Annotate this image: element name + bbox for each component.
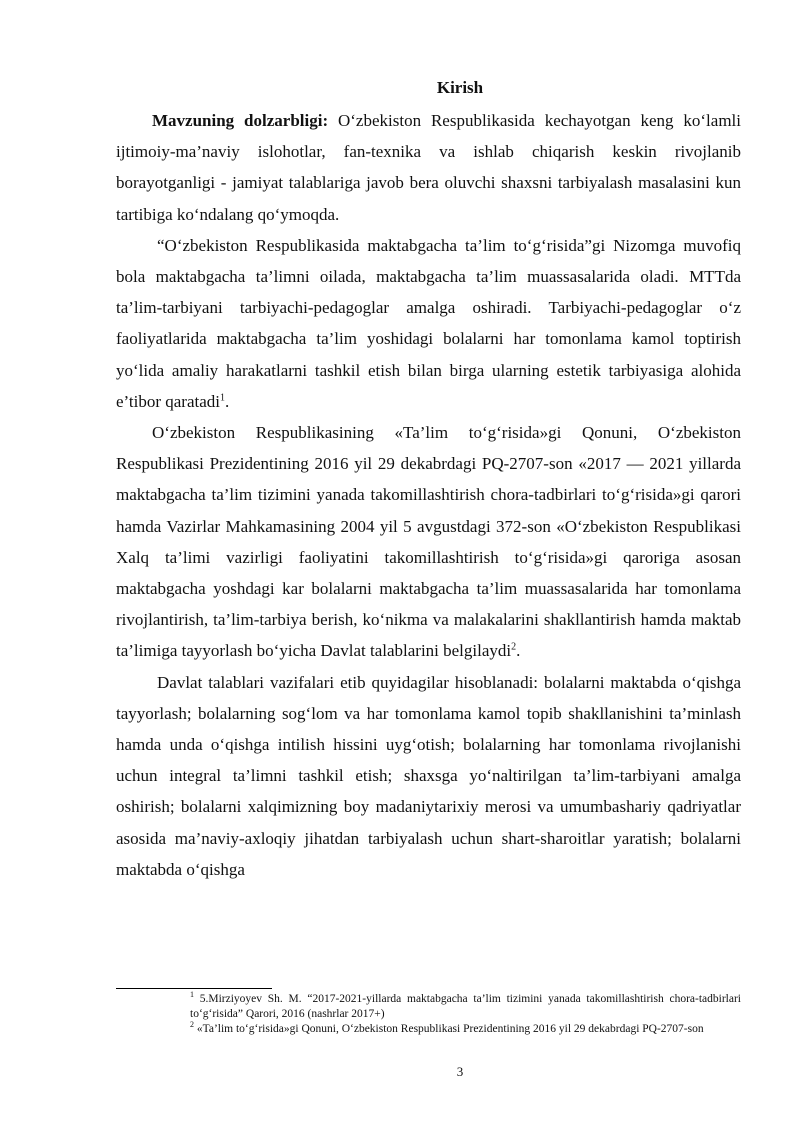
footnote-ref-2[interactable]: 2 — [511, 641, 517, 653]
footnote-2-mark: 2 — [190, 1020, 194, 1030]
page-number: 3 — [456, 1064, 464, 1079]
paragraph-3-end: . — [516, 641, 521, 661]
paragraph-1 — [116, 105, 741, 230]
footnote-1 — [190, 992, 741, 1022]
paragraph-2-end: . — [225, 391, 230, 411]
paragraph-4 — [116, 667, 741, 885]
paragraph-3-text: O‘zbekiston Respublikasining «Ta’lim to‘g‘risida»gi Qonuni, O‘zbekiston Respublikasi Prezidentining 2016 yil 29 dekabrdagi PQ-2707-son «2017 — 2021 yillarda maktabgacha ta’lim tizimini yanada takomillashtirish chora-tadbirlari to‘g‘risida»gi qarori hamda Vazirlar Mahkamasining 2004 yil 5 avgustdagi 372-son «O‘zbekiston Respublikasi Xalq ta’limi vazirligi faoliyatini takomillashtirish to‘g‘risida»gi qaroriga asosan maktabgacha yoshdagi kar bolalarni maktabgacha ta’lim muassasalarida har tomonlama rivojlantirish, ta’lim-tarbiya berish, ko‘nikma va malakalarini shakllantirish hamda maktab ta’limiga tayyorlash bo‘yicha Davlat talablarini belgilaydi — [116, 423, 741, 661]
footnotes — [190, 992, 741, 1037]
lead-heading: Mavzuning dolzarbligi: — [152, 111, 329, 130]
footnote-2 — [190, 1022, 741, 1037]
section-title: Kirish — [436, 78, 484, 97]
body-text — [116, 105, 741, 885]
paragraph-2 — [116, 230, 741, 417]
footnote-1-mark: 1 — [190, 990, 194, 1000]
paragraph-4-text: Davlat talablari vazifalari etib quyidagilar hisoblanadi: bolalarni maktabda o‘qishga tayyorlash; bolalarning sog‘lom va har tomonlama kamol topib shakllanishini ta’minlash hamda unda o‘qishga intilish hissini uyg‘otish; bolalarning har tomonlama rivojlanishi uchun integral ta’limni tashkil etish; shaxsga yo‘naltirilgan ta’lim-tarbiyani amalga oshirish; bolalarni xalqimizning boy madaniytarixiy merosi va umumbashariy qadriyatlar asosida ma’naviy-axloqiy jihatdan tarbiyalash uchun shart-sharoitlar yaratish; bolalarni maktabda o‘qishga — [116, 672, 741, 879]
footnote-1-text: 5.Mirziyoyev Sh. M. “2017-2021-yillarda maktabgacha ta’lim tizimini yanada takomillashtirish chora-tadbirlari to‘g‘risida” Qarori, 2016 (nashrlar 2017+) — [190, 993, 741, 1020]
footnote-separator — [116, 988, 272, 989]
paragraph-1-text: O‘zbekiston Respublikasida kechayotgan keng ko‘lamli ijtimoiy-ma’naviy islohotlar, fan-texnika va ishlab chiqarish keskin rivojlanib borayotganligi - jamiyat talablariga javob bera oluvchi shaxsni tarbiyalash masalasini kun tartibiga ko‘ndalang qo‘ymoqda. — [116, 111, 741, 224]
footnote-2-text: «Ta’lim to‘g‘risida»gi Qonuni, O‘zbekiston Respublikasi Prezidentining 2016 yil 29 dekabrdagi PQ-2707-son — [194, 1023, 704, 1035]
footnote-ref-1[interactable]: 1 — [220, 392, 226, 404]
paragraph-3 — [116, 417, 741, 667]
paragraph-2-text: “O‘zbekiston Respublikasida maktabgacha ta’lim to‘g‘risida”gi Nizomga muvofiq bola maktabgacha ta’limni oilada, maktabgacha ta’lim muassasalarida oladi. MTTda ta’lim-tarbiyani tarbiyachi-pedagoglar amalga oshiradi. Tarbiyachi-pedagoglar o‘z faoliyatlarida maktabgacha ta’lim yoshidagi bolalarni har tomonlama kamol toptirish yo‘lida amaliy harakatlarni tashkil etish bilan birga ularning estetik tarbiyasiga alohida e’tibor qaratadi — [116, 235, 741, 411]
